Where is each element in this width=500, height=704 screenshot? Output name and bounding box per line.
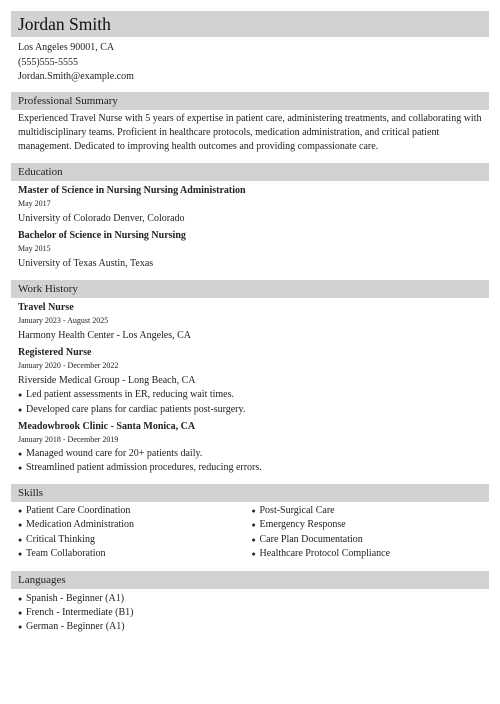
summary-text: Experienced Travel Nurse with 5 years of expertise in patient care, administering treatments, and collaborating with multidisciplinary teams. Proficient in healthcare protocols, medication administration, and critical patient management. Dedicated to improving health outcomes and providing compassionate care.: [18, 112, 482, 153]
list-item: [252, 547, 486, 561]
bullet-icon: ●: [18, 464, 23, 472]
candidate-name: Jordan Smith: [18, 13, 111, 34]
education-degree: Master of Science in Nursing Nursing Administration: [18, 185, 246, 197]
education-school: University of Colorado Denver, Colorado: [18, 213, 185, 225]
bullet-icon: ●: [18, 449, 23, 458]
bullet-icon: ●: [18, 623, 23, 632]
list-item: [18, 533, 252, 547]
education-entry: [18, 229, 485, 271]
work-entry: [18, 346, 485, 416]
job-title: Travel Nurse: [18, 302, 74, 314]
bullet-icon: ●: [18, 535, 23, 544]
summary-heading: Professional Summary: [11, 92, 489, 110]
bullet-icon: ●: [251, 521, 256, 530]
list-item: [18, 461, 485, 475]
contact-email: Jordan.Smith@example.com: [18, 71, 134, 82]
education-entry: [18, 184, 485, 226]
job-title: Meadowbrook Clinic - Santa Monica, CA: [18, 420, 196, 432]
language-text: German - Beginner (A1): [26, 621, 125, 633]
skill-text: Team Collaboration: [26, 547, 106, 559]
work-history-section: [11, 301, 489, 475]
skill-text: Healthcare Protocol Compliance: [259, 547, 391, 559]
list-item: [252, 504, 486, 518]
bullet-icon: ●: [18, 391, 23, 400]
bullet-icon: ●: [18, 609, 23, 618]
bullet-icon: ●: [251, 535, 256, 544]
bullet-icon: ●: [18, 405, 23, 414]
work-entry: [18, 301, 485, 343]
job-title: Registered Nurse: [18, 347, 92, 359]
languages-heading: Languages: [11, 571, 489, 589]
education-school: University of Texas Austin, Texas: [18, 258, 154, 270]
list-item: [18, 592, 485, 606]
education-section: [11, 184, 489, 271]
language-text: French - Intermediate (B1): [26, 607, 134, 619]
list-item: [18, 403, 485, 417]
bullet-icon: ●: [18, 549, 23, 558]
skills-section: [11, 504, 489, 561]
education-date: May 2015: [18, 244, 51, 254]
job-bullet-text: Developed care plans for cardiac patients post-surgery.: [26, 403, 246, 415]
list-item: [252, 533, 486, 547]
languages-section: [11, 592, 489, 635]
education-date: May 2017: [18, 199, 51, 209]
language-text: Spanish - Beginner (A1): [26, 593, 125, 605]
work-history-heading: Work History: [11, 280, 489, 298]
bullet-icon: ●: [251, 549, 256, 558]
skill-text: Emergency Response: [259, 519, 346, 531]
list-item: [18, 518, 252, 532]
job-bullets: [18, 388, 485, 416]
work-entry: [18, 420, 485, 475]
list-item: [18, 620, 485, 634]
education-degree: Bachelor of Science in Nursing Nursing: [18, 230, 186, 242]
bullet-icon: ●: [18, 507, 23, 516]
contact-location: Los Angeles 90001, CA: [18, 42, 115, 53]
contact-phone: (555)555-5555: [18, 56, 78, 68]
job-employer: Riverside Medical Group - Long Beach, CA: [18, 375, 196, 387]
skill-text: Patient Care Coordination: [26, 505, 131, 517]
education-heading: Education: [11, 163, 489, 181]
bullet-icon: ●: [251, 507, 256, 516]
languages-list: [18, 592, 485, 635]
job-dates: January 2023 - August 2025: [18, 316, 109, 326]
job-bullet-text: Streamlined patient admission procedures, reducing errors.: [26, 462, 262, 473]
list-item: [18, 388, 485, 402]
list-item: [18, 606, 485, 620]
skill-text: Care Plan Documentation: [259, 533, 363, 545]
job-dates: January 2020 - December 2022: [18, 361, 119, 371]
contact-block: [11, 41, 489, 85]
bullet-icon: ●: [18, 521, 23, 530]
job-bullet-text: Managed wound care for 20+ patients daily.: [26, 447, 203, 459]
list-item: [18, 547, 252, 561]
bullet-icon: ●: [18, 595, 23, 604]
skills-heading: Skills: [11, 484, 489, 502]
list-item: [18, 447, 485, 461]
skills-left-column: [18, 504, 252, 561]
list-item: [252, 518, 486, 532]
skills-right-column: [252, 504, 486, 561]
list-item: [18, 504, 252, 518]
skill-text: Post-Surgical Care: [259, 505, 335, 517]
job-bullets: [18, 447, 485, 475]
name-header-bar: [11, 11, 489, 37]
skill-text: Critical Thinking: [26, 533, 95, 545]
job-employer: Harmony Health Center - Los Angeles, CA: [18, 330, 192, 342]
job-bullet-text: Led patient assessments in ER, reducing wait times.: [26, 389, 235, 401]
job-dates: January 2018 - December 2019: [18, 434, 119, 444]
skill-text: Medication Administration: [26, 519, 135, 531]
